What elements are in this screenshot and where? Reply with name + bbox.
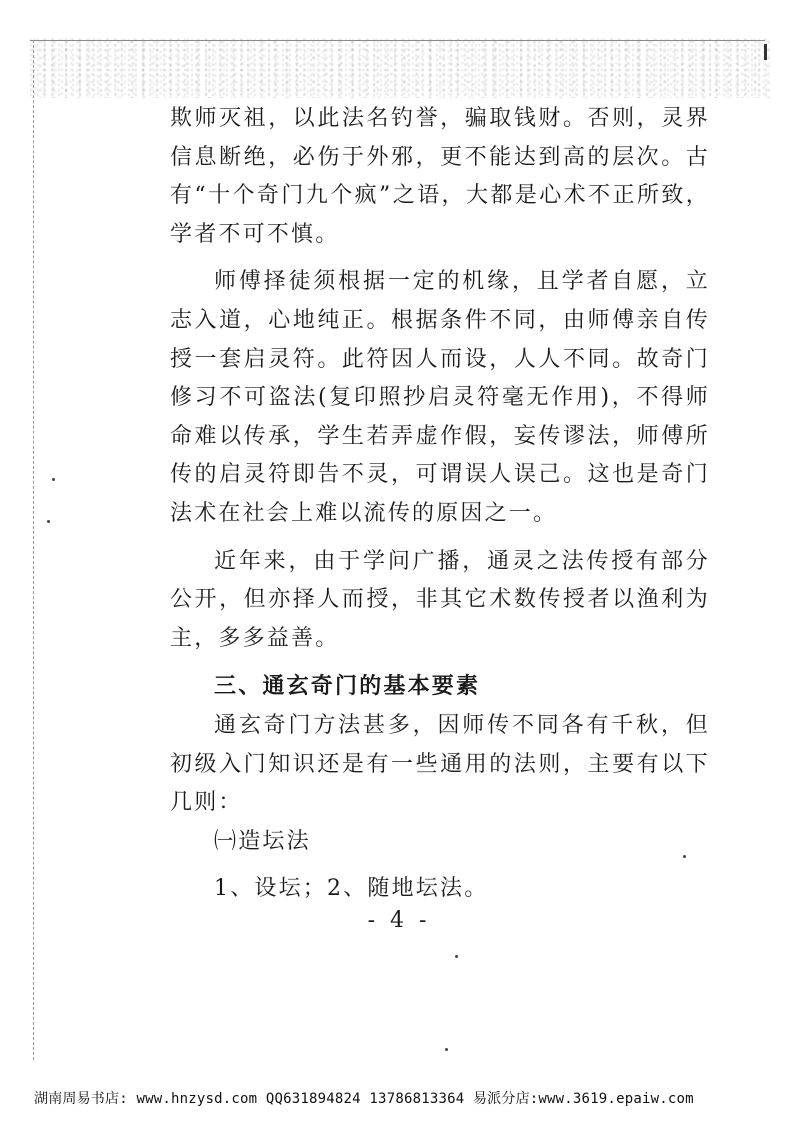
scan-speck [445,1048,448,1051]
scan-top-edge [30,40,765,41]
scan-speck [47,520,50,523]
scan-noise [30,38,770,98]
scan-speck [52,478,55,481]
paragraph-4: 通玄奇门方法甚多，因师传不同各有千秋，但初级入门知识还是有一些通用的法则，主要有以下几则： [170,712,710,816]
item-line: 1、设坛；2、随地坛法。 [214,876,489,902]
paragraph-1: 欺师灭祖，以此法名钓誉，骗取钱财。否则，灵界信息断绝，必伤于外邪，更不能达到高的层次。古有“十个奇门九个疯”之语，大都是心术不正所致，学者不可不慎。 [170,106,710,247]
scan-left-edge [33,40,34,1060]
page-body [170,100,710,909]
paragraph-3: 近年来，由于学问广播，通灵之法传授有部分公开，但亦择人而授，非其它术数传授者以渔利为主，多多益善。 [170,548,710,651]
subheading: ㈠造坛法 [214,828,311,854]
scan-right-mark [764,44,767,60]
section-heading: 三、通玄奇门的基本要素 [214,674,481,700]
page-number: - 4 - [367,908,431,933]
footer-advertisement: 湖南周易书店: www.hnzysd.com QQ631894824 13786813364 易派分店:www.3619.epaiw.com [34,1091,694,1107]
scan-speck [683,855,686,858]
scan-speck [455,955,458,958]
paragraph-2: 师傅择徒须根据一定的机缘，且学者自愿，立志入道，心地纯正。根据条件不同，由师傅亲自传授一套启灵符。此符因人而设，人人不同。故奇门修习不可盗法(复印照抄启灵符毫无作用)，不得师命难以传承，学生若弄虚作假，妄传谬法，师傅所传的启灵符即告不灵，可谓误人误己。这也是奇门法术在社会上难以流传的原因之一。 [170,269,710,526]
